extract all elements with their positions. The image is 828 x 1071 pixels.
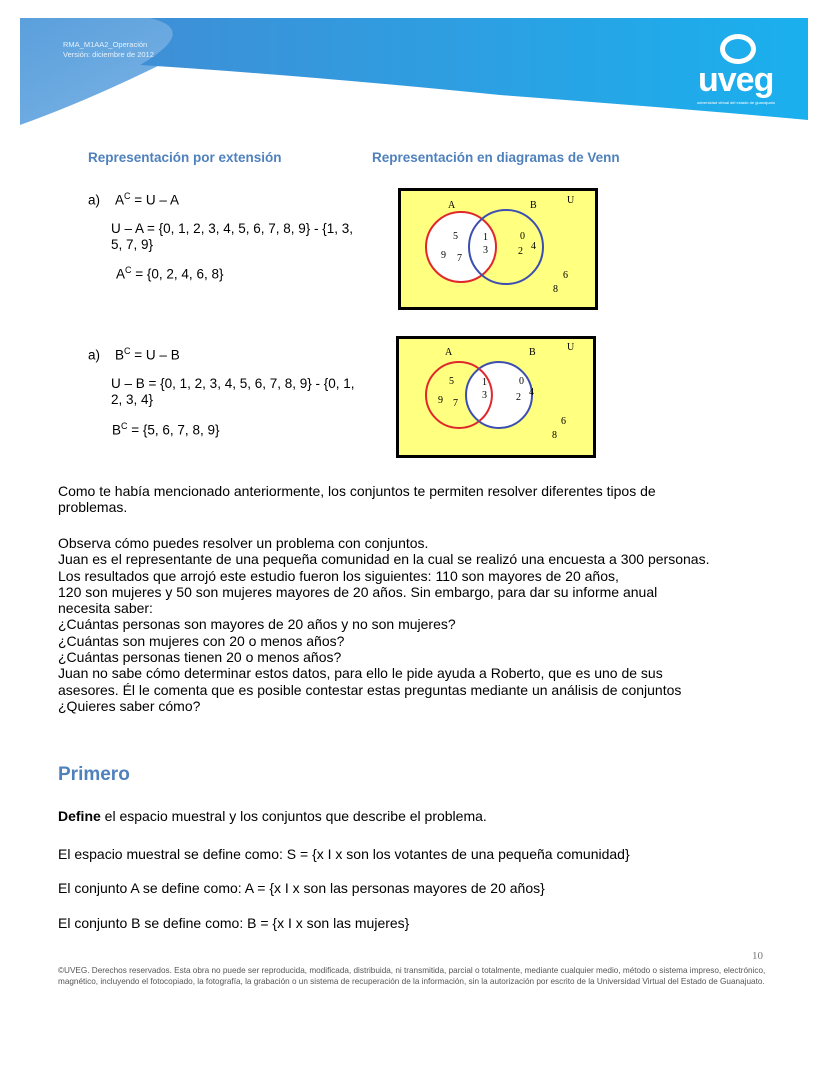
define-instruction: Define el espacio muestral y los conjuntos que describe el problema.	[58, 808, 487, 824]
sample-space-definition: El espacio muestral se define como: S = {x I x son los votantes de una pequeña comunidad}	[58, 846, 630, 862]
exercise-a-title: a) $A^C = U - A$	[88, 191, 179, 208]
exercise-a-result: $A^C = \{0$, 2, 4, 6, 8}	[116, 265, 224, 282]
set-b-definition: El conjunto B se define como: B = {x I x son las mujeres}	[58, 915, 410, 931]
doc-version: Versión: diciembre de 2012	[63, 50, 154, 59]
exercise-b-title: a) $B^C = U - B$	[88, 346, 180, 363]
intro-paragraph: Como te había mencionado anteriormente, los conjuntos te permiten resolver diferentes tipos de problemas.	[58, 483, 656, 516]
copyright-notice: ©UVEG. Derechos reservados. Esta obra no puede ser reproducida, modificada, distribuida, ni transmitida, parcial o totalmente, mediante cualquier medio, método o sistema impreso, electrónico, magnético, incluyendo el fotocopiado, la fotografía, la grabación o un sistema de recuperación de la información, sin la autorización por escrito de la Universidad Virtual del Estado de Guanajuato.	[58, 966, 766, 986]
right-heading: Representación en diagramas de Venn	[372, 150, 620, 165]
venn-diagram-a-complement: A B U 5 9 7 1 3 0 2 4 6 8	[398, 188, 598, 310]
uveg-logo-icon	[720, 34, 756, 64]
venn-diagram-b-complement: A B U 5 9 7 1 3 0 2 4 6 8	[396, 336, 596, 458]
section-title: Primero	[58, 764, 130, 785]
doc-code: RMA_M1AA2_Operación	[63, 40, 148, 49]
problem-paragraph: Observa cómo puedes resolver un problema con conjuntos. Juan es el representante de una pequeña comunidad en la cual se realizó una encuesta a 300 personas. Los resultados que arrojó este estudio fueron los siguientes: 110 son mayores de 20 años, 120 son mujeres y 50 son mujeres mayores de 20 años. Sin embargo, para dar su informe anual necesita saber: ¿Cuántas personas son mayores de 20 años y no son mujeres? ¿Cuántas son mujeres con 20 o menos años? ¿Cuántas personas tienen 20 o menos años? Juan no sabe cómo determinar estos datos, para ello le pide ayuda a Roberto, que es uno de sus asesores. Él le comenta que es posible contestar estas preguntas mediante un análisis de conjuntos ¿Quieres saber cómo?	[58, 535, 710, 714]
left-heading: Representación por extensión	[88, 150, 282, 165]
uveg-logo: uveg	[698, 61, 774, 99]
page-number: 10	[752, 950, 763, 962]
uveg-logo-subtext: universidad virtual del estado de guanajuato	[696, 100, 775, 105]
exercise-b-difference: U – B = {0, 1, 2, 3, 4, 5, 6, 7, 8, 9} - {0, 1, 2, 3, 4}	[111, 376, 355, 407]
exercise-b-result: $B^C = \{5$, 6, 7, 8, 9}	[112, 421, 220, 438]
set-a-definition: El conjunto A se define como: A = {x I x son las personas mayores de 20 años}	[58, 880, 545, 896]
exercise-a-difference: U – A = {0, 1, 2, 3, 4, 5, 6, 7, 8, 9} - {1, 3, 5, 7, 9}	[111, 221, 354, 252]
